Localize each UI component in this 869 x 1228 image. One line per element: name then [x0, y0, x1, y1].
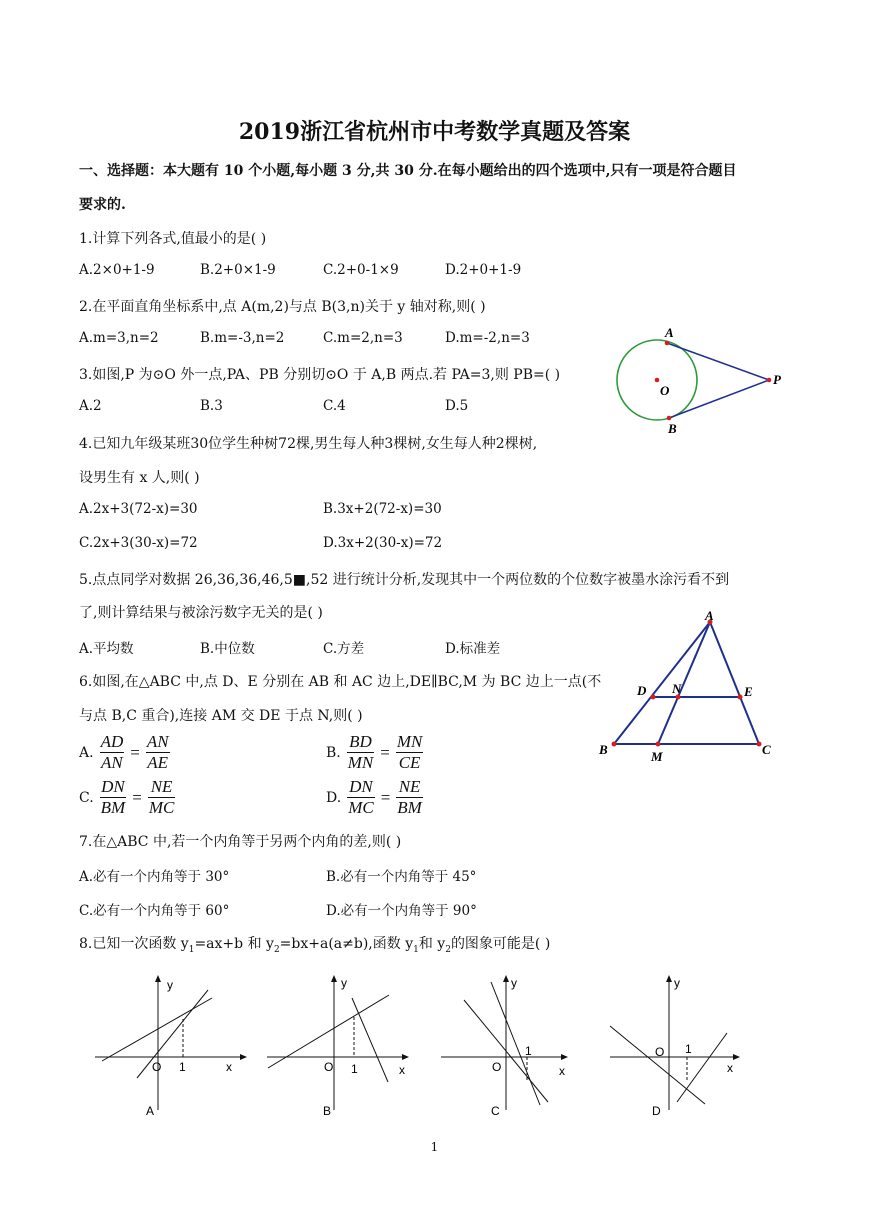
tick-one-label: 1	[525, 1044, 532, 1058]
denominator: MC	[348, 798, 374, 817]
axis-y-label: y	[674, 976, 680, 990]
q4-option-d: D.3x+2(30-x)=72	[323, 535, 443, 551]
tangent-pa	[667, 343, 769, 380]
q6-option-c	[79, 777, 175, 818]
fraction	[100, 777, 127, 818]
denominator: AE	[147, 753, 169, 772]
label-b: B	[599, 742, 608, 757]
q3-option-c: C.4	[323, 398, 346, 414]
axis-y-label: y	[167, 978, 173, 992]
tangent-pb	[669, 380, 769, 418]
q3-option-a: A.2	[79, 398, 102, 414]
question-8-stem	[79, 933, 550, 955]
q8-graph-d	[605, 970, 765, 1125]
q3-option-d: D.5	[445, 398, 469, 414]
tick-one-label: 1	[179, 1060, 186, 1074]
stem-part: 的图象可能是( )	[450, 936, 551, 952]
label-d: D	[637, 683, 647, 698]
q8-graph-c	[436, 970, 596, 1125]
origin-label: O	[492, 1060, 502, 1074]
denominator: BM	[397, 798, 422, 817]
q5-option-c: C.方差	[323, 641, 365, 657]
y-axis-arrow-icon	[155, 975, 161, 982]
stem-part: 8.已知一次函数 y	[79, 936, 189, 952]
fraction	[396, 732, 424, 773]
axis-x-label: x	[226, 1060, 232, 1074]
tick-one-label: 1	[351, 1062, 358, 1076]
point-e	[738, 695, 743, 700]
subscript: 1	[188, 944, 195, 955]
label-b: B	[668, 421, 677, 436]
q8-graph-a	[90, 970, 250, 1125]
graph-label: A	[146, 1104, 155, 1118]
q5-option-d: D.标准差	[445, 641, 501, 657]
question-3-stem: 3.如图,P 为⊙O 外一点,PA、PB 分别切⊙O 于 A,B 两点.若 PA=3,则 PB=( )	[79, 367, 561, 383]
q6-triangle-figure	[592, 605, 782, 770]
side-ab	[614, 622, 710, 744]
subscript: 2	[273, 944, 280, 955]
denominator: AN	[101, 753, 123, 772]
question-5-stem: 5.点点同学对数据 26,36,36,46,5■,52 进行统计分析,发现其中一个两位数的个位数字被墨水涂污看不到	[79, 572, 730, 588]
page-title: 2019浙江省杭州市中考数学真题及答案	[238, 119, 631, 145]
label-n: N	[672, 681, 682, 696]
fraction	[347, 732, 375, 773]
y-axis-arrow-icon	[503, 975, 509, 982]
numerator: DN	[349, 777, 373, 796]
x-axis-arrow-icon	[561, 1054, 568, 1060]
point-o	[655, 378, 660, 383]
label-o: O	[660, 383, 670, 398]
graph-label: D	[652, 1104, 661, 1118]
point-b	[612, 742, 617, 747]
equals-sign: =	[380, 787, 391, 807]
page-number: 1	[430, 1140, 439, 1154]
question-2-stem: 2.在平面直角坐标系中,点 A(m,2)与点 B(3,n)关于 y 轴对称,则( )	[79, 299, 486, 315]
stem-part: 和 y	[418, 936, 446, 952]
fraction	[146, 732, 170, 773]
axis-x-label: x	[399, 1063, 405, 1077]
q2-option-b: B.m=-3,n=2	[200, 330, 285, 346]
option-label: C.	[79, 789, 94, 806]
origin-label: O	[655, 1045, 665, 1059]
line-y1	[610, 1026, 705, 1104]
q1-option-d: D.2+0+1-9	[445, 262, 522, 278]
q1-option-c: C.2+0-1×9	[323, 262, 399, 278]
numerator: MN	[396, 732, 423, 751]
question-1-stem: 1.计算下列各式,值最小的是( )	[79, 231, 267, 247]
side-ac	[710, 622, 759, 744]
label-e: E	[744, 684, 753, 699]
point-m	[656, 742, 661, 747]
denominator: MN	[347, 753, 374, 772]
q1-option-a: A.2×0+1-9	[79, 262, 155, 278]
q7-option-b: B.必有一个内角等于 45°	[326, 869, 477, 885]
point-p	[767, 378, 772, 383]
q7-option-a: A.必有一个内角等于 30°	[79, 869, 230, 885]
equals-sign: =	[130, 742, 140, 762]
tick-one-label: 1	[685, 1042, 692, 1056]
graph-label: C	[491, 1104, 500, 1118]
equals-sign: =	[380, 742, 390, 762]
q6-option-a	[79, 732, 170, 773]
fraction	[100, 732, 125, 773]
numerator: BD	[347, 732, 375, 753]
x-axis-arrow-icon	[402, 1054, 409, 1060]
point-a	[665, 341, 670, 346]
label-p: P	[773, 372, 781, 387]
denominator: BM	[100, 798, 126, 817]
fraction	[148, 777, 176, 818]
q3-circle-tangent-figure	[605, 325, 785, 440]
label-c: C	[762, 742, 771, 757]
numerator: AN	[146, 732, 169, 751]
x-axis-arrow-icon	[733, 1054, 740, 1060]
q4-option-b: B.3x+2(72-x)=30	[323, 501, 442, 517]
option-label: D.	[326, 789, 342, 806]
origin-label: O	[324, 1060, 334, 1074]
point-b	[667, 416, 672, 421]
y-axis-arrow-icon	[331, 975, 337, 982]
axis-x-label: x	[727, 1061, 733, 1075]
denominator: CE	[398, 753, 421, 772]
q2-option-a: A.m=3,n=2	[79, 330, 159, 346]
question-6-stem: 6.如图,在△ABC 中,点 D、E 分别在 AB 和 AC 边上,DE∥BC,M 为 BC 边上一点(不	[79, 674, 602, 690]
q4-option-c: C.2x+3(30-x)=72	[79, 535, 198, 551]
segment-am	[658, 622, 710, 744]
q5-option-a: A.平均数	[79, 641, 134, 657]
q1-option-b: B.2+0×1-9	[200, 262, 276, 278]
section-heading-cont: 要求的.	[79, 197, 126, 213]
numerator: DN	[101, 777, 125, 796]
q6-option-d	[326, 777, 423, 818]
subscript: 1	[413, 944, 419, 955]
x-axis-arrow-icon	[240, 1054, 247, 1060]
fraction	[396, 777, 423, 818]
denominator: MC	[148, 798, 175, 817]
numerator: NE	[396, 777, 423, 798]
question-4-stem-cont: 设男生有 x 人,则( )	[79, 470, 200, 486]
question-7-stem: 7.在△ABC 中,若一个内角等于另两个内角的差,则( )	[79, 834, 402, 850]
section-heading: 一、选择题：本大题有 10 个小题,每小题 3 分,共 30 分.在每小题给出的四个选项中,只有一项是符合题目	[79, 163, 737, 179]
label-a: A	[705, 608, 714, 623]
axis-y-label: y	[341, 976, 347, 990]
q7-option-c: C.必有一个内角等于 60°	[79, 903, 230, 919]
q6-option-b	[326, 732, 423, 773]
point-c	[757, 742, 762, 747]
option-label: B.	[326, 744, 341, 761]
stem-part: =bx+a(a≠b),函数 y	[279, 936, 414, 952]
option-label: A.	[79, 744, 94, 761]
label-m: M	[651, 749, 663, 764]
subscript: 2	[445, 944, 451, 955]
fraction	[347, 777, 375, 818]
axis-y-label: y	[511, 976, 517, 990]
question-5-stem-cont: 了,则计算结果与被涂污数字无关的是( )	[79, 605, 323, 621]
y-axis-arrow-icon	[666, 975, 672, 982]
line-y2	[137, 990, 208, 1078]
origin-label: O	[152, 1060, 162, 1074]
line-y1	[102, 998, 212, 1061]
question-6-stem-cont: 与点 B,C 重合),连接 AM 交 DE 于点 N,则( )	[79, 708, 363, 724]
q2-option-d: D.m=-2,n=3	[445, 330, 530, 346]
label-a: A	[665, 325, 674, 340]
q4-option-a: A.2x+3(72-x)=30	[79, 501, 198, 517]
graph-label: B	[323, 1104, 332, 1118]
question-4-stem: 4.已知九年级某班30位学生种树72棵,男生每人种3棵树,女生每人种2棵树,	[79, 436, 538, 452]
point-d	[651, 695, 656, 700]
q2-option-c: C.m=2,n=3	[323, 330, 403, 346]
numerator: NE	[148, 777, 176, 798]
line-y2	[491, 982, 540, 1105]
q5-option-b: B.中位数	[200, 641, 255, 657]
equals-sign: =	[132, 787, 142, 807]
q3-option-b: B.3	[200, 398, 223, 414]
q7-option-d: D.必有一个内角等于 90°	[326, 903, 477, 919]
numerator: AD	[100, 732, 124, 751]
axis-x-label: x	[559, 1064, 565, 1078]
stem-part: =ax+b 和 y	[194, 936, 274, 952]
q8-graph-b	[262, 970, 422, 1125]
